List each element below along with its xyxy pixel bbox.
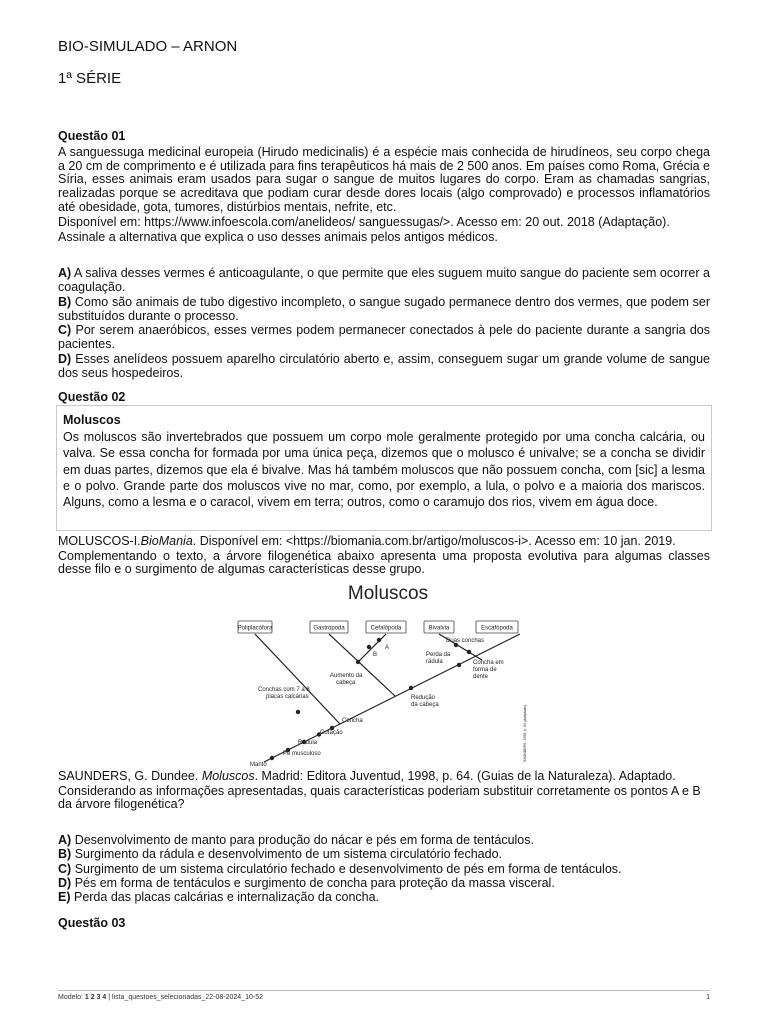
text-box	[56, 405, 712, 531]
label-reducao-cabeca: da cabeça	[411, 702, 439, 708]
alternative-letter: B)	[58, 847, 72, 862]
alternative-text: Surgimento de um sistema circulatório fechado e desenvolvimento de pés em forma de tentáculos.	[74, 861, 622, 876]
source-italic: BioMania	[140, 534, 193, 548]
label-concha: Concha	[342, 718, 363, 724]
question-1-alternative-d[interactable]	[58, 352, 710, 381]
question-1-prompt: Assinale a alternativa que explica o uso desses animais pelos antigos médicos.	[58, 230, 498, 245]
grade-label: 1ª SÉRIE	[58, 70, 122, 87]
label-duas-conchas: Duas conchas	[446, 638, 485, 644]
alternative-text: Esses anelídeos possuem aparelho circulatório aberto e, assim, conseguem sugar um grande volume de sangue dos seus hospedeiros.	[58, 351, 710, 381]
alternative-text: Pés em forma de tentáculos e surgimento de concha para proteção da massa visceral.	[74, 875, 555, 890]
alternative-letter: C)	[58, 323, 72, 338]
page-footer	[58, 990, 710, 1001]
question-2-alternative-b[interactable]	[58, 847, 710, 861]
alternative-text: Como são animais de tubo digestivo incompleto, o sangue sugado permanece dentro dos vermes, que podem ser substituídos durante o processo.	[58, 294, 710, 323]
question-1-alternative-c[interactable]	[58, 323, 710, 352]
class-label-poliplacofora: Poliplacófora	[237, 625, 273, 632]
reference-italic: Moluscos	[201, 769, 255, 783]
question-2-heading: Questão 02	[58, 390, 126, 404]
alternative-text: Perda das placas calcárias e internalização da concha.	[73, 890, 380, 905]
label-placas-calcarias: Conchas com 7 a 8	[258, 687, 310, 693]
question-2-alternative-e[interactable]	[58, 890, 710, 904]
class-label-bivalvia: Bivalvia	[428, 625, 450, 632]
label-perda-radula: rádula	[426, 659, 443, 665]
label-reducao-cabeca: Redução	[411, 695, 436, 701]
tree-title: Moluscos	[347, 583, 429, 604]
label-concha-dente: forma de	[473, 667, 497, 673]
class-label-gastropoda: Gastrópoda	[313, 625, 345, 632]
question-2-prompt: Considerando as informações apresentadas, quais características poderiam substituir corretamente os pontos A e B da árvore filogenética?	[58, 783, 701, 812]
question-1-alternative-a[interactable]	[58, 266, 710, 295]
question-2-reference	[58, 770, 710, 784]
footer-label: Modelo:	[58, 994, 85, 1001]
class-label-cefalopoda: Cefalópoda	[370, 625, 402, 632]
phylogenetic-tree	[230, 580, 536, 766]
footer-pages[interactable]: 1 2 3 4	[84, 994, 107, 1001]
question-3-heading: Questão 03	[58, 916, 126, 930]
tree-credit: SAUNDERS, 1998, p. 64 (Adaptado).	[523, 703, 527, 762]
text-box-title: Moluscos	[63, 413, 121, 427]
label-radula: Rádula	[298, 740, 318, 746]
alternative-letter: A)	[58, 833, 72, 847]
label-manto: Manto	[250, 762, 267, 766]
question-2-intro-block	[58, 535, 710, 577]
reference-text: SAUNDERS, G. Dundee.	[58, 769, 202, 783]
class-label-escafopoda: Escafópoda	[481, 625, 513, 632]
question-1-heading: Questão 01	[58, 129, 126, 143]
alternative-letter: D)	[58, 875, 72, 890]
question-2-alternative-c[interactable]	[58, 862, 710, 876]
footer-file: | lista_questoes_selecionadas_22-08-2024_10-52	[106, 994, 263, 1001]
point-a-label: A	[385, 645, 390, 651]
label-aumento-cabeca: Aumento da	[330, 673, 363, 679]
label-coracao: Coração	[320, 730, 343, 736]
label-concha-dente: dente	[473, 674, 489, 680]
question-1-text	[58, 146, 710, 245]
alternative-letter: B)	[58, 294, 72, 309]
question-1-alternative-b[interactable]	[58, 295, 710, 324]
text-box-body: Os moluscos são invertebrados que possuem um corpo mole geralmente protegido por uma concha calcária, ou valva. Se essa concha for formada por uma única peça, dizemos que o molusco é univalve; se a concha se dividir em duas partes, dizemos que ela é bivalve. Mas há também moluscos que não possuem concha, com [sic] a lesma e o polvo. Grande parte dos moluscos vive no mar, como, por exemplo, a lula, o polvo e a maioria dos mariscos. Alguns, como a lesma e o caracol, vivem em terra; outros, como o caramujo dos rios, vivem em água doce.	[63, 430, 705, 510]
alternative-letter: C)	[58, 861, 72, 876]
label-perda-radula: Perda da	[426, 652, 451, 658]
alternative-text: A saliva desses vermes é anticoagulante, o que permite que eles suguem muito sangue do paciente sem ocorrer a coagulação.	[58, 266, 710, 295]
point-b-label: B	[373, 652, 378, 658]
question-1-passage: A sanguessuga medicinal europeia (Hirudo medicinalis) é a espécie mais conhecida de hirudíneos, seu corpo chega a 20 cm de comprimento e é utilizada para fins terapêuticos há mais de 2 500 anos. Em países como Roma, Grécia e Síria, esses animais eram usados para sugar o sangue de muitos lugares do corpo. Eram as chamadas sangrias, realizadas porque se acreditava que podiam curar desde dores locais (algo comprovado) e processos inflamatórios até obesidade, gota, tumores, distúrbios mentais, nefrite, etc.	[58, 145, 710, 214]
label-placas-calcarias: placas calcárias	[266, 694, 309, 700]
question-1-source: Disponível em: https://www.infoescola.com/anelideos/ sanguessugas/>. Acesso em: 20 out. 2018 (Adaptação).	[58, 214, 670, 229]
question-2-intro: Complementando o texto, a árvore filogenética abaixo apresenta uma proposta evolutiva para algumas classes desse filo e o surgimento de algumas características desse grupo.	[58, 548, 710, 577]
source-text: MOLUSCOS-I.	[58, 534, 141, 548]
page-number: 1	[706, 994, 710, 1001]
alternative-text: Surgimento da rádula e desenvolvimento de um sistema circulatório fechado.	[74, 847, 503, 862]
label-pe-musculoso: Pé musculoso	[283, 751, 321, 757]
question-2-source	[58, 535, 710, 549]
label-concha-dente: Concha em	[473, 660, 504, 666]
alternative-letter: D)	[58, 351, 72, 366]
alternative-text: Por serem anaeróbicos, esses vermes podem permanecer conectados à pele do paciente durante a sangria dos pacientes.	[58, 323, 710, 352]
question-2-alternative-a[interactable]	[58, 833, 710, 847]
document-title: BIO-SIMULADO – ARNON	[58, 38, 238, 55]
reference-text: . Madrid: Editora Juventud, 1998, p. 64. (Guias de la Naturaleza). Adaptado.	[254, 769, 676, 783]
question-2-alternative-d[interactable]	[58, 876, 710, 890]
alternative-letter: E)	[58, 890, 71, 905]
question-1-alternatives	[58, 266, 710, 380]
alternative-letter: A)	[58, 266, 72, 280]
question-2-reference-block	[58, 770, 710, 812]
question-2-alternatives	[58, 833, 710, 904]
label-aumento-cabeca: cabeça	[336, 680, 356, 686]
source-text: . Disponível em: <https://biomania.com.br/artigo/moluscos-i>. Acesso em: 10 jan. 2019.	[192, 534, 676, 548]
alternative-text: Desenvolvimento de manto para produção do nácar e pés em forma de tentáculos.	[74, 833, 534, 847]
